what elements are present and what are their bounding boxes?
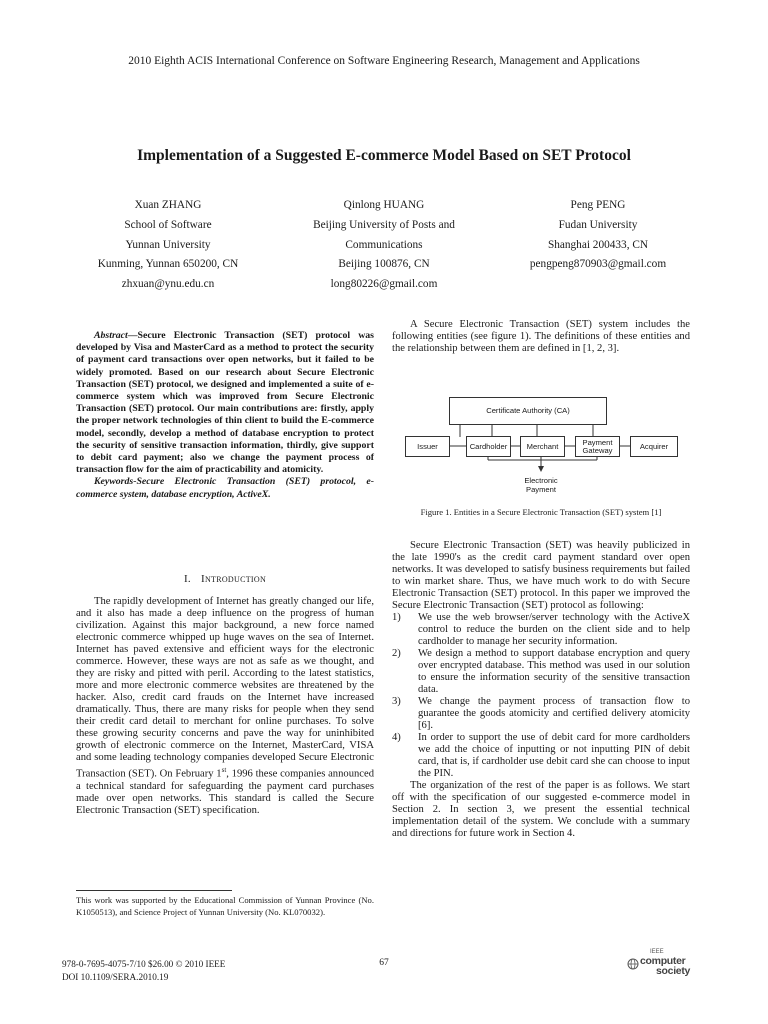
box-cardholder: Cardholder [466, 436, 511, 457]
author-address: Kunming, Yunnan 650200, CN [97, 258, 239, 271]
logo-ieee-text: IEEE [650, 949, 664, 955]
author-block-zhang [90, 196, 246, 295]
figure-set-entities [395, 394, 695, 498]
set-history-paragraph: Secure Electronic Transaction (SET) was heavily publicized in the late 1990's as the credit card payment standard over open networks. It was developed to satisfy business requirements but failed to win market share. Thus, we have much work to do with Secure Electronic Transaction (SET) protocol. In this paper we improved the Secure Electronic Transaction (SET) protocol as following: [392, 540, 690, 611]
conference-header: 2010 Eighth ACIS International Conference on Software Engineering Research, Management and Applications [128, 55, 640, 67]
list-item [392, 732, 690, 780]
box-certificate-authority: Certificate Authority (CA) [449, 397, 607, 425]
right-intro [392, 319, 690, 355]
intro-text-a: The rapidly development of Internet has greatly changed our life, and it also has made a deep influence on the progress of human civilization. Against this major background, a new force named electronic commerce whipped up huge waves on the sea of Internet. Internet has paved extensive and efficient ways for the electronic commerce. However, these ways are not as safe as we thought, and they are risky and pitted with peril. According to the latest statistics, more and more electronic commerce websites are threatened by the hacker. Also, credit card frauds on the Internet have increased dramatically. Thus, there are many risks for people when they send their credit card detail to merchant for online purchases. To solve these growing security concerns and pave the way for uninhibited growth of electronic commerce on the Internet, MasterCard, VISA and some leading technology companies developed Secure Electronic Transaction (SET). On February 1 [76, 596, 374, 780]
author-block-huang [302, 196, 466, 295]
list-number: 4) [392, 732, 401, 743]
author-address: Beijing 100876, CN [338, 258, 430, 271]
box-issuer: Issuer [405, 436, 450, 457]
author-address: Shanghai 200433, CN [547, 238, 649, 251]
author-email: zhxuan@ynu.edu.cn [121, 278, 215, 291]
right-intro-text: A Secure Electronic Transaction (SET) system includes the following entities (see figure 1). The definitions of these entities and the relationship between them are defined in [1, 2, 3]. [392, 319, 690, 354]
author-affiliation: Yunnan University [125, 238, 211, 251]
footnote-rule [76, 890, 232, 891]
author-email: long80226@gmail.com [330, 278, 438, 291]
introduction-body [76, 596, 374, 817]
keywords: Keywords-Secure Electronic Transaction (SET) protocol, e-commerce system, database encryption, ActiveX. [76, 476, 374, 500]
list-text: We change the payment process of transaction flow to guarantee the goods atomicity and certified delivery atomicity [6]. [418, 696, 690, 731]
logo-computer-text: computer [640, 955, 686, 967]
abstract [76, 330, 374, 501]
author-affiliation: Communications [345, 238, 423, 251]
list-item [392, 648, 690, 696]
contribution-list [392, 612, 690, 780]
author-block-peng [516, 196, 680, 275]
abstract-label: Abstract [94, 330, 128, 341]
list-number: 3) [392, 696, 401, 707]
intro-text-b: , 1996 these companies announced a technical standard for safeguarding the payment card purchases made over open networks. This standard is called the Secure Electronic Transaction (SET) specification. [76, 768, 374, 816]
author-affiliation: Fudan University [558, 218, 638, 231]
funding-footnote: This work was supported by the Educational Commission of Yunnan Province (No. K1050513), and Science Project of Yunnan University (No. KL070032). [76, 895, 374, 917]
label-electronic-payment [513, 476, 569, 494]
paper-title: Implementation of a Suggested E-commerce Model Based on SET Protocol [137, 147, 631, 164]
box-acquirer: Acquirer [630, 436, 678, 457]
list-number: 1) [392, 612, 401, 623]
logo-society-text: society [656, 965, 691, 977]
organization-paragraph: The organization of the rest of the paper is as follows. We start off with the specification of our suggested e-commerce model in Section 2. In section 3, we present the essential technical implementation detail of the system. We conclude with a summary and directions for future work in Section 4. [392, 780, 690, 839]
author-email: pengpeng870903@gmail.com [529, 258, 667, 271]
author-name: Qinlong HUANG [343, 199, 425, 211]
label-electronic: Electronic [524, 476, 558, 485]
section-heading-introduction [76, 573, 374, 585]
section-number: I. [183, 573, 191, 585]
isbn-line: 978-0-7695-4075-7/10 $26.00 © 2010 IEEE [62, 959, 226, 969]
figure-caption: Figure 1. Entities in a Secure Electronic Transaction (SET) system [1] [420, 507, 662, 517]
right-body [392, 540, 690, 840]
label-payment: Payment [526, 485, 556, 494]
ieee-computer-society-logo [627, 949, 697, 981]
section-title: Introduction [200, 573, 267, 585]
author-name: Peng PENG [570, 199, 626, 211]
list-text: In order to support the use of debit card for more cardholders we add the choice of inputting or not inputting PIN of debit card, that is, if cardholder use debit card she can choose to input the PIN. [418, 732, 690, 779]
list-number: 2) [392, 648, 401, 659]
globe-icon [627, 958, 639, 970]
page-number: 67 [379, 958, 389, 968]
author-affiliation: Beijing University of Posts and [313, 218, 455, 231]
box-merchant: Merchant [520, 436, 565, 457]
author-affiliation: School of Software [124, 218, 212, 231]
box-payment-gateway: Payment Gateway [575, 436, 620, 457]
list-item [392, 612, 690, 648]
intro-sup: st [221, 766, 227, 774]
list-item [392, 696, 690, 732]
author-name: Xuan ZHANG [134, 199, 202, 211]
doi-line: DOI 10.1109/SERA.2010.19 [62, 971, 169, 982]
list-text: We use the web browser/server technology with the ActiveX control to reduce the burden on the client side and to help cardholder to manage her security information. [418, 612, 690, 647]
list-text: We design a method to support database encryption and query over encrypted database. This method was used in our solution to ensure the information security of the sensitive transaction data. [418, 648, 690, 695]
abstract-dash: — [127, 330, 138, 341]
abstract-text: Secure Electronic Transaction (SET) protocol was developed by Visa and MasterCard as a method to protect the security of payment card transactions over open networks, but it failed to be widely promoted. Based on our research about Secure Electronic Transaction (SET) protocol, we designed and implemented a suite of e-commerce system which was improved from Secure Electronic Transaction (SET) protocol. Our main contributions are: firstly, apply the proper network technologies of thin client to build the E-commerce model, secondly, develop a method of database encryption to protect the security of sensitive transaction information, thirdly, give support to debit card payment; also we change the payment process of transaction flow for the aim of practicability and atomicity. [76, 330, 374, 476]
